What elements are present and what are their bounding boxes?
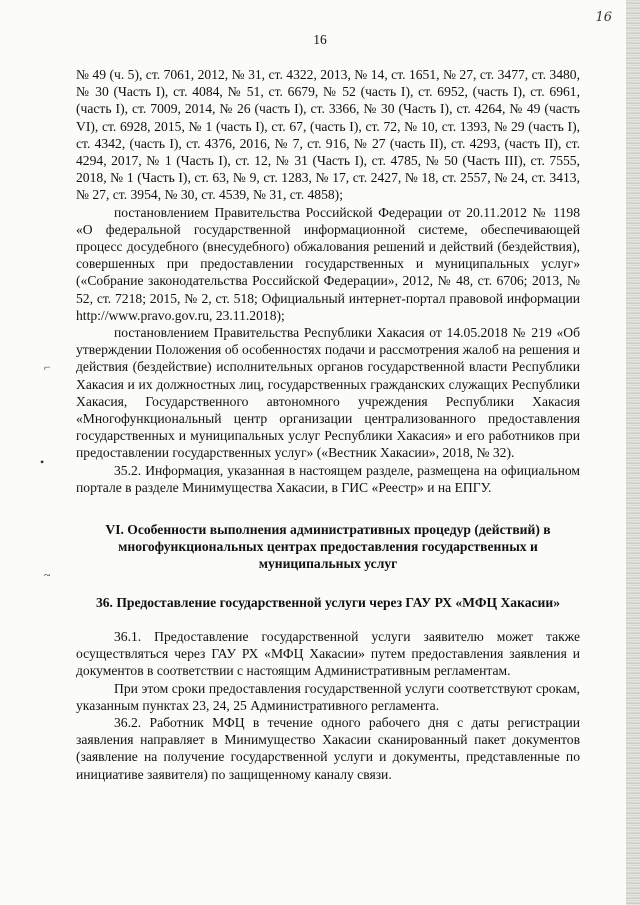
paragraph: постановлением Правительства Российской Федерации от 20.11.2012 № 1198 «О федеральной государственной информационной системе, обеспечивающей процесс досудебного (внесудебного) обжалования решений и действий (бездействия), совершенных при предоставлении государственных и муниципальных услуг» («Собрание законодательства Российской Федерации», 2012, № 48, ст. 6706; 2013, № 52, ст. 7218; 2015, № 2, ст. 518; Официальный интернет-портал правовой информации http://www.pravo.gov.ru, 23.11.2018); — [76, 204, 580, 323]
paragraph: 36.2. Работник МФЦ в течение одного рабочего дня с даты регистрации заявления направляет в Минимущество Хакасии сканированный пакет документов (заявление на получение государственной услуги и документы, представленные по инициативе заявителя) по защищенному каналу связи. — [76, 714, 580, 782]
subsection-title: 36. Предоставление государственной услуги через ГАУ РХ «МФЦ Хакасии» — [95, 594, 561, 610]
scan-edge — [626, 0, 640, 905]
paragraph: 36.1. Предоставление государственной услуги заявителю может также осуществляться через ГАУ РХ «МФЦ Хакасии» путем предоставления заявления и документов в соответствии с настоящим Административным регламентам. — [76, 628, 580, 679]
section-title: VI. Особенности выполнения административных процедур (действий) в многофункциональных центрах предоставления государственных и муниципальных услуг — [105, 522, 551, 572]
document-body — [76, 66, 580, 783]
paragraph: № 49 (ч. 5), ст. 7061, 2012, № 31, ст. 4322, 2013, № 14, ст. 1651, № 27, ст. 3477, ст. 3480, № 30 (Часть I), ст. 4084, № 51, ст. 6679, № 52 (часть I), ст. 6952, (часть I), ст. 6961, (часть I), ст. 7009, 2014, № 26 (часть I), ст. 3366, № 30 (Часть I), ст. 4264, № 49 (часть VI), ст. 6928, 2015, № 1 (часть I), ст. 67, (часть I), ст. 72, № 10, ст. 1393, № 29 (часть I), ст. 4342, (часть I), ст. 4376, 2016, № 7, ст. 916, № 27 (часть II), ст. 4293, (часть II), ст. 4294, 2017, № 1 (Часть I), ст. 12, № 31 (Часть I), ст. 4785, № 50 (Часть III), ст. 7555, 2018, № 1 (Часть I), ст. 63, № 9, ст. 1283, № 17, ст. 2427, № 18, ст. 2557, № 24, ст. 3413, № 27, ст. 3954, № 30, ст. 4539, № 31, ст. 4858); — [76, 67, 580, 203]
page-number: 16 — [313, 32, 327, 47]
paragraph: При этом сроки предоставления государственной услуги соответствуют срокам, указанным пунктах 23, 24, 25 Административного регламента. — [76, 680, 580, 713]
scan-mark: • — [40, 455, 45, 469]
paragraph: постановлением Правительства Республики Хакасия от 14.05.2018 № 219 «Об утверждении Положения об особенностях подачи и рассмотрения жалоб на решения и действия (бездействие) исполнительных органов государственной власти Республики Хакасия и их должностных лиц, государственных гражданских служащих Республики Хакасия, Государственного автономного учреждения Республики Хакасия «Многофункциональный центр организации централизованного предоставления государственных и муниципальных услуг Республики Хакасия» и его работников при предоставлении государственных услуг» («Вестник Хакасии», 2018, № 32). — [76, 325, 580, 461]
scan-mark: ⌐ — [44, 360, 51, 374]
scan-mark: ~ — [44, 568, 51, 582]
handwritten-page-number: 16 — [595, 10, 612, 25]
paragraph: 35.2. Информация, указанная в настоящем разделе, размещена на официальном портале в разделе Минимущества Хакасии, в ГИС «Реестр» и на ЕПГУ. — [76, 462, 580, 495]
